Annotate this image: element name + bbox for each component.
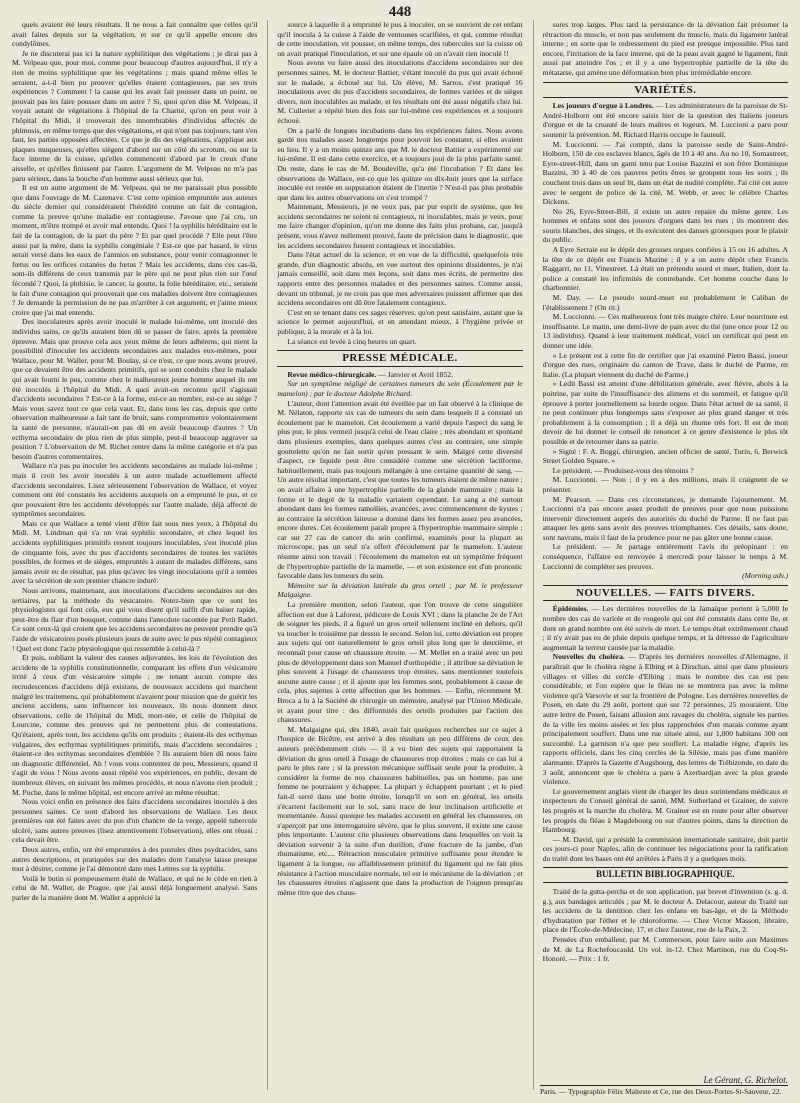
revue-date: — Janvier et Avril 1852. [378, 369, 453, 379]
nouvelles-text: — D'après les dernières nouvelles d'Allemagne, il paraîtrait que le choléra règne à Elbing et à Dirschan, ainsi que dans plusieurs villages et villes du cercle d'Elbing ; mais le nombre des cas est peu considérable, et l'on espère que le fléau ne se montrera pas avec la même violence qu'à Varsovie et sur la frontière de Pologne. Les dernières nouvelles de Posen, en date du 29 août, portent que sur 72 personnes, 25 mouraient. Une autre lettre de Posen, faisant allusion aux ravages du choléra, signale les parties de la ville les moins aisées et les plus rapprochées d'un marais comme ayant principalement souffert. Dans une rue située ainsi, sur 1,000 habitans 300 ont succombé. La garnison n'a que peu souffert. La maladie règne, d'après les rapports officiels, dans les cinq cercles de la Silésie, mais pas d'une manière alarmante. D'après la Gazette d'Augsbourg, des lettres de Trébizonde, en date du 3 août, annoncent que le choléra a paru à Azerbardjan avec la plus grande violence. [542, 652, 788, 787]
column-1 [12, 20, 257, 1090]
column-2 [267, 20, 522, 1090]
section-divider [543, 97, 788, 98]
gerant-signature: Le Gérant, G. Richelot. [703, 1075, 788, 1085]
paragraph: Le président. — Produisez-vous des témoins ? [552, 465, 694, 475]
paragraph: Dans l'état actuel de la science, et en vue de la difficulté, quelquefois très grande, d'un diagnostic absolu, en vue surtout des opinions dissidentes, je n'ai jamais conseillé, soit dans mes leçons, soit dans mes écrits, de permettre des rapports entre des personnes malades et des personnes saines. Comme aussi, devant un tribunal, je ne crois pas que mes adversaires puissent affirmer que des accidens secondaires ont dû être fatalement contagieux. [277, 250, 523, 308]
paragraph: sures trop larges. Plus tard la persistance de la déviation fait présumer la rétraction du muscle, et non pas seulement du muscle, mais du ligament latéral interne ; en sorte que le redressement du pied est presque impossible. Plus tard encore, l'irritation de la face interne, qui de la peau avait gagné le ligament, finit aussi par atteindre l'os ; et il y a une hypertrophie partielle de la tête du métatarse, qui amène une déformation bien plus irrémédiable encore. [542, 20, 788, 77]
paragraph: Le président. — Je partage entièrement l'avis du préopinant : en conséquence, l'affaire est renvoyée à mercredi pour laisser le temps à M. Luccionni de compléter ses preuves. [542, 542, 788, 571]
page-number: 448 [388, 4, 412, 20]
paragraph: « Le présent est à cette fin de certifier que j'ai examiné Pietro Bassi, joueur d'orgue des rues, originaire du canton de Trave, dans le duché de Parme, en Italie. (La plupart viennent du duché de Parme.) [542, 350, 788, 379]
nouvelles-subhead: Nouvelles du choléra. [552, 652, 625, 662]
paragraph: M. Luccionni. — J'ai compté, dans la paroisse seule de Saint-André-Holborn, 150 de ces esclaves blancs, âgés de 10 à 40 ans. Au no 10, Somastreet, Eyre-street-Hill, dans un garni tenu par Louise Bazzini et son frère Dominique Bazzini, 30 à 40 de ces pauvres petits êtres se groupent tous les soirs ; ils couchent trois dans un seul lit, dans un état de nudité complète. J'ai cité cet autre avec le sergent de police de la cité, M. Webb, et avec le célèbre Charles Dickens. [542, 139, 788, 207]
paragraph: Nous arrivons, maintenant, aux inoculations d'accidens secondaires sur des tertiaires, par la méthode du vésicatoire. Notez-bien que ce sont les physiologistes qui font cela, eux qui vous disent qu'il suffit d'un baiser rapide, peut-être du flair d'un bouquet, comme dans l'anecdote racontée par Petit Radel. Ce sont ceux-là qui croient que les accidens secondaires ne peuvent prendre qu'à l'aide de vésicatoires posés plusieurs jours de suite avec le pus répété contagieux ! Quel est donc l'acte physiologique qui ressemble à celui-là ? [12, 586, 258, 653]
paragraph: Des inoculateurs après avoir inoculé le malade lui-même, ont inoculé des individus sains, ce qu'ils auraient bien dû se passer de faire, après la première épreuve. Mais que prouve cela aux yeux même de leurs adhérens, qui nient la possibilité d'inoculer les accidents secondaires aux malades eux-mêmes, pour Wallace, pour M. Waller, pour M. Boulay, si ce n'est, ce que nous avons prouvé, que ce devaient être des accidents primitifs, qui se sont conduits chez le malade qui avait fourni le pus, comme chez le malheureux jeune homme auquel ils ont été inoculés à l'hôpital du Midi. A quoi avait-on reconnu qu'il s'agissait d'accidents secondaires ? Est-ce à la forme, est-ce au nombre, est-ce au siège ? Mais vous savez tout ce que cela vaut. Et, dans tous les cas, depuis que cette observation malheureuse a fait tant de bruit, sans compromettre volontairement la santé de personne, n'aurait-on pas dû en avoir beaucoup d'autres ? Un ecthyma secondaire de plus rien de plus simple, peut-il beaucoup aggraver sa position ? L'observation de M. Richet rentre dans la même catégorie et n'a pas besoin d'autres commentaires. [12, 317, 258, 461]
section-divider [543, 600, 788, 601]
article-title: Sur un symptôme négligé de certaines tumeurs du sein (Écoulement par le mamelon) ; par le docteur Adolphe Richard. [277, 379, 523, 398]
section-divider [543, 585, 788, 586]
paragraph [543, 101, 788, 139]
nouvelles-text: — Les dernières nouvelles de la Jamaïque portent à 5,000 le nombre des cas de variole et de rougeole qui ont été constatés dans cette île, et dont un grand nombre ont été suivis de mort. Le temps était extrêmement chaud ; il n'y avait pas eu de pluie depuis quelque temps, et la détresse de l'agriculture augmentait la terreur causée par la maladie. [542, 604, 788, 652]
paragraph: No 26, Eyre-Street-Bill, il existe un autre repaire du même genre. Les hommes et enfans sont des joueurs d'orgues dans les rues ; ils montrent des souris blanches, des singes, et ils exécutent des danses grotesques pour le plaisir du public. [542, 206, 788, 245]
section-divider [277, 350, 522, 351]
biblio-item: Traité de la gutta-percha et de son application, par brevet d'invention (s. g. d. g.), aux bandages articulés ; par M. le docteur A. Delacour, auteur du Traité sur les accidens de la dentition chez les enfans en bas-âge, et de la Méthode d'hydratation par l'éther et le chloroforme. — Chez Victor Masson, libraire, place de l'École-de-Médecine, 17, et chez l'auteur, rue de la Paix, 2. [542, 887, 788, 935]
paragraph: M. Pearson. — Dans ces circonstances, je demande l'ajournement. M. Luccionni n'a pas encore assez produit de preuves pour que nous puissions intervenir directement auprès des autorités du duché de Parme. Il ne faut pas attaquer les gens sans avoir des preuves triomphantes. Ces détails, sans doute, sont navrans, mais il faut de la prudence pour ne pas gâter une bonne cause. [542, 494, 788, 542]
paragraph: Nous voici enfin en présence des faits d'accidens secondaires inoculés à des personnes saines. Ce sont d'abord les observations de Wallace. Les deux premières ont été faites avec du pus d'un chancre de la verge, appelé tubercule ulcéré, sans autres preuves (lisez attentivement l'observation), elles ont réussi : cela devait être. [12, 797, 258, 845]
paragraph: A Eyre Serraie est le dépôt des grosses orgues confiées à 15 ou 16 adultes. A la tête de ce dépôt est Francis Mazine ; il y a un autre dépôt chez Francis Raggarri, no 11, Vinestreet. Là était un prétendu sourd et muet, Italien, dont la police a constaté les infirmités de contrebande. Cet homme couche dans le charbonnier. [542, 245, 788, 293]
paragraph: Et puis, oubliant la valeur des causes adjuvantes, les lois de l'évolution des accidens de la syphilis constitutionnelle, comparant les effets d'un vésicatoire irrité à ceux d'un vésicatoire simple ; ne tenant aucun compte des recrudescences d'accidens déjà existans, de nouveaux accidens qui marchent malgré les traitemens, qui probablement n'avaient pour mission que de guérir les anciens accidens, sans influencer les nouveaux, ils nous donnent deux observations, celle de l'hôpital du Midi, mort-née, et celle de l'hôpital de Lourcine, comme des preuves qui ne permettent plus de contestations. Qu'étaient, après tout, les accidens qu'ils ont produits ; étaient-ils des ecthymas vulgaires, des ecthymas syphilitiques primitifs, mais d'accidens secondaires ; étaient-ce des ecthymas secondaires d'emblée ? Ils auraient bien dû nous faire un diagnostic différentiel. Ah ! vous vous contentez de peu, Messieurs, quand il s'agit de vous ! Nous avons aussi répété vos expériences, en public, devant de nombreux élèves, en suivant les mêmes procédés, et nous n'avons rien produit ; M. Puche, dans le même hôpital, est encore arrivé au même résultat. [12, 653, 258, 797]
paragraph: Je ne discuterai pas ici la nature syphilitique des végétations ; je dirai pas à M. Velpeau que, pour moi, comme pour beaucoup d'autres aujourd'hui, il n'y a rien de moins syphilitique que les végétations ; mais quand même elles le seraient, a-t-il bien pu prouver qu'elles étaient contagieuses, par ses trois expériences ? Comment ! la cause qui les avait fait pousser dans un point, ne pouvait pas les faire pousser dans un autre ? Si, quoi qu'en dise M. Velpeau, il voyait autant de végétations à l'hôpital de la Charité, qu'on en peut voir à l'hôpital du Midi, il trouverait des innombrables d'individus affectés de phimosis, en même temps que des végétations, et qui n'ont pas toujours, tant s'en faut, les parties opposées affectées. Ce que je dis des végétations, s'applique aux plaques muqueuses, qu'elles siègent d'abord sur un côté du scrotum, ou sur la face interne de la cuisse, qu'elles commencent d'abord par le creux d'une aisselle, et qu'elles finissent par l'autre. L'argument de M. Velpeau ne m'a pas paru sérieux, dans la bouche d'un homme aussi sérieux que lui. [12, 48, 258, 183]
varietes-heading: VARIÉTÉS. [634, 83, 697, 96]
paragraph: — M. David, qui a présidé la commission internationale sanitaire, doit partir ces jours-ci pour Naples, afin de continuer les négociations pour la ratification du traité dont les bases ont été arrêtées à Paris il y a quelques mois. [542, 834, 788, 863]
paragraph: Le gouvernement anglais vient de charger les deux surintendans médicaux et inspecteurs du Conseil général de santé, MM. Sutherland et Grainer, de suivre les progrès et la marche du choléra. M. Grainer est en route pour aller observer les progrès du fléau à Magdebourg ou sur d'autres points, dans la direction de Hambourg. [542, 786, 788, 835]
column-3 [533, 20, 788, 1090]
paragraph [543, 604, 788, 652]
paragraph: » Ledit Bassi est atteint d'une débilitation générale, avec fièvre, abcès à la poitrine, par suite de l'insuffisance des alimens et du sommeil, et fatigue qu'il éprouve à porter journellement sa lourde orgue. Dans l'état actuel de sa santé, il ne peut continuer plus longtemps sans s'exposer au plus grand danger et très probablement à la consomption ; il a déjà un rhume très fort. Il est de mon devoir de lui donner le conseil de renoncer à ce genre d'existence le plus tôt possible et de retourner dans sa patrie. [542, 379, 788, 446]
paragraph: quels avaient été leurs résultats. Il ne nous a fait connaître que celles qu'il avait faites depuis sur la végétation, et sur ce qu'il appelle encore des condylômes. [12, 20, 258, 49]
printer-line: Paris. — Typographie Félix Malteste et Ce, rue des Deux-Portes-St-Sauveur, 22. [540, 1085, 788, 1097]
paragraph: Mais ce que Wallace a tenté vient d'être fait sous mes yeux, à l'hôpital du Midi. M. Lindman qui s'a un vrai syphilis secondaire, et chez lequel les accidents syphilitiques primitifs restent toujours inoculables, s'est inoculé plus de cinquante fois, avec du pus d'accidents secondaires de toutes les variétés possibles, de formes et de sièges, empruntés à autant de malades différens, sans jamais avoir eu de résultat, pas plus qu'avec les vingt inoculations qu'il a tentées avec la sécrétion de son premier chancre induré. [12, 518, 258, 586]
paragraph: L'auteur, dont l'attention avait été éveillée par un fait observé à la clinique de M. Nélaton, rapporte six cas de tumeurs du sein dans lesquels il a constaté un écoulement par le mamelon. Cet écoulement a varié depuis l'aspect du sang le plus pur, le plus vermeil jusqu'à celui de l'eau claire ; très abondant et spontané dans plusieurs exemples, dans quelques autres c'est au contraire, une simple gouttelette qu'on ne fait sortir qu'en pressant le sein. Malgré cette diversité d'aspect, ce liquide peut être considéré comme une sécrétion lactiforme, habituellement, mais pas toujours mélangée à une certaine quantité de sang. — Un autre résultat important, c'est que toutes les tumeurs étaient de même nature ; on avait affaire à une hypertrophie partielle de la glande mammaire ; mais la forme et le degré de la maladie variaient cependant. Le sang a été surtout abondant dans les formes ramollies, avancées, avec commencement de kystes ; au contraire la sécrétion laiteuse a dominé dans les formes assez peu avancées, encore dures. Cet écoulement paraît propre à l'hypertrophie mammaire simple ; car sur 27 cas de cancer du sein confirmé, examinés pour la plupart au microscope, pas un seul n'a offert d'écoulement par le mamelon. L'auteur résume ainsi son travail : l'écoulement du mamelon est un symptôme fréquent de l'hypertrophie partielle de la mamelle, — et son existence est d'un pronostic favorable dans les tumeurs du sein. [277, 398, 523, 581]
paragraph: source à laquelle il a emprunté le pus à inoculer, on se souvient de cet enfant qu'il inocula à la cuisse à l'aide de ventouses scarifiées, et qui, comme résultat de cette inoculation, vit pousser, en même temps, des tubercules sur la cuisse où on avait pratiqué l'inoculation, et sur une épaule où on n'avait rien inoculé !! [277, 20, 523, 58]
section-divider [277, 366, 522, 367]
paragraph: Wallace n'a pas pu inoculer les accidents secondaires au malade lui-même ; mais il croit les avoir inoculés à un autre malade actuellement affecté d'accidents secondaires. Lisez sérieusement l'observation de Wallace, et voyez comment ont été constatés les accidents auxquels on a emprunté le pus, et ce que pouvaient être les accidents développés sur l'autre malade, déjà affecté de symptômes secondaires. [12, 461, 258, 519]
paragraph: » Signé : F. A. Boggi, chirurgien, ancien officier de santé, Turin, 6, Berwick Street Golden Square. » [542, 446, 788, 466]
paragraph: M. Malgaigne qui, dès 1840, avait fait quelques recherches sur ce sujet à l'hospice de Bicêtre, est arrivé à des résultats un peu différens de ceux des auteurs précédemment cités — il a vu bien des sujets qui rapportaient la déviation du gros orteil à l'usage de chaussures trop étroites ; mais ce cas lui a paru le plus rare ; si la pression mécanique suffisait seule pour la produire, à considérer la forme de nos chaussures habituelles, pas un homme, pas une femme ne pourraient y échapper. La plupart y échappent pourtant ; et le pied fait-il serré dans une botte étroite, lorsqu'il en sort en général, les orteils s'écartent facilement sur le sol, sans trace de leur inclinaison artificielle et momentanée. Aussi quoique les malades accusent en général les chaussures, on s'aperçoit par une interrogatoire sévère, que le plus souvent, il existe une cause plus importante. L'auteur cite plusieurs observations dans lesquelles on voit la déviation survenir à la suite d'un durillon, d'une fracture de la jambe, d'un rhumatisme, etc.... Rétraction musculaire primitive suffisante pour étendre le ligament à la longue, ou affaiblissement primitif du ligament qui ne fait plus résistance à l'action musculaire normale, tel est le mécanisme de la déviation ; et les chaussures étroites n'agissent que dans la production de l'oignon presqu'au même titre que des chaus- [277, 724, 523, 897]
biblio-heading: BULLETIN BIBLIOGRAPHIQUE. [543, 867, 788, 883]
paragraph: Deux autres, enfin, ont été empruntées à des pustules dites psydracides, sans autres descriptions, et pratiquées sur des malades dont l'analyse laisse presque tout à désirer, comme je l'ai démontré dans mes Lettres sur la syphilis. [12, 845, 258, 874]
paragraph: Maintenant, Messieurs, je ne veux pas, par pur esprit de système, que les accidens secondaires ne soient ni contagieux, ni inoculables, mais je veux, pour me faire changer d'opinion, qu'on me donne des faits plus probans, car, jusqu'à présent, vous n'avez nullement prouvé, faute de précision dans le diagnostic, que les accidens secondaires fussent contagieux et inoculables. [277, 202, 523, 250]
paragraph: La séance est levée à cinq heures un quart. [287, 336, 417, 346]
presse-medicale-heading: PRESSE MÉDICALE. [342, 352, 458, 365]
footer [540, 1075, 788, 1097]
nouvelles-heading: NOUVELLES. — FAITS DIVERS. [575, 586, 755, 599]
paragraph [543, 652, 788, 786]
varietes-text: — Les administrateurs de la paroisse de St-André-Holborn ont été encore saisis hier de la question des Italiens joueurs d'orgue et de la cruauté de leurs maîtres et logeurs. M. Luccioni a paru pour soutenir la prévention. M. Richard Harris occupe le fauteuil. [542, 101, 788, 139]
varietes-subhead: Les joueurs d'orgue à Londres. [552, 101, 654, 111]
biblio-item: Pensées d'un emballeur, par M. Commerson, pour faire suite aux Maximes de M. de La Rochefoucauld. Un vol. in-12. Chez Martinon, rue du Coq-St-Honoré. — Prix : 1 fr. [542, 935, 788, 964]
source-attribution: (Morning adv.) [742, 571, 788, 581]
columns [12, 20, 788, 1090]
paragraph: M. Luccionni. — Ces malheureux font très maigre chère. Leur nourriture est insuffisante. Le matin, une demi-livre de pain avec du thé (une once pour 12 ou 13 individus). Quand à leur traitement médical, voici un certificat qui peut en donner une idée. [542, 312, 788, 350]
paragraph: M. Day. — Le pseudo sourd-muet est probablement le Caliban de l'établissement ? (On rit.) [542, 293, 788, 312]
paragraph: C'est en se tenant dans ces sages réserves, qu'on peut satisfaire, autant que la science le permet aujourd'hui, et en attendant mieux, à l'hygiène privée et publique, à la morale et à la loi. [277, 307, 523, 336]
paragraph: Voilà le butin si pompeusement étalé de Wallace, et qui ne le cède en rien à celui de M. Waller, de Prague, que j'ai aussi déjà longuement analysé. Sans parler de la manière dont M. Waller a apprécié la [12, 873, 258, 903]
revue-line [277, 370, 522, 380]
paragraph: La première mention, selon l'auteur, que l'on trouve de cette singulière affection est due à Laforest, pédicure de Louis XVI ; dans la planche 2e de l'Art de soigner les pieds, il a figuré un gros orteil tellement incliné en dehors, qu'il va toucher le troisième par dessus le second. Selon lui, cette déviation est propre aux sujets qui ont naturellement le gros orteil plus long que le deuxième, et reconnaît pour cause un chaussure étroite. — M. Mellet en a traité avec un peu plus de développement dans son Manuel d'orthopédie ; il attribue sa déviation le plus souvent à l'usage de chaussures trop étroites, sans mentionner toutefois aucune autre cause ; et il ajoute que les femmes sont, probablement à cause de cela, plus sujettes à cette affection que les hommes. — Enfin, récemment M. Broca a lu à la Société de chirurgie un mémoire, analysé par l'Union Médicale, et ayant pour titre : des difformités des orteils produites par l'action des chaussures. [277, 600, 523, 725]
paragraph: On a parlé de longues incubations dans les expériences faites. Nous avons gardé nos malades assez longtemps pour pouvoir les constater, si elles avaient eu lieu. Il y a un moins quinze ans que M. le docteur Battier a expérimenté sur lui-même. Il est dans cette exercice, et a toujours joui de la plus parfaite santé. Du reste, dans le cas de M. Boudeville, qu'a été l'incubation ? Et dans les observations de Wallace, est-ce que les quinze ou dix-huit jours que la surface inoculée est restée en suppuration étaient de l'inertie ? N'est-il pas plus probable que dans les autres observations on s'est trompé ? [277, 125, 523, 202]
section-divider [543, 82, 788, 83]
paragraph: Il est un autre argument de M. Velpeau, qui ne me paraissait plus possible que dans l'ouvrage de M. Cazenave. C'est cette opinion empruntée aux auteurs du siècle dernier qui considéraient l'hérédité comme un fait de contagion, comme la preuve qu'une maladie est contagieuse. J'avoue que j'ai cru, un moment, m'être trompé et avoir mal entendu. Quoi ! la syphilis héréditaire est le fait de la contagion, de la part du père ? Et par quel procédé ? Elle peut l'être aussi par la mère, dans la syphilis congéniale ? Est-ce que par hasard, le virus serait versé dans les eaux de l'amnios en substance, pour venir contagionner le fœtus ou les orifices cutanées du fœtus ? Mais les accidents, dans ces cas-là, sont-ils différens de ceux transmis par le père qui ne peut plus rien sur l'œuf fécondé ? Quoi, la phthisie, le cancer, la goutte, la folie héréditaire, etc., seraient le fait d'une contagion qui prouverait que ces maladies doivent être contagieuses ? Je demande la permission de ne pas m'arrêter à cet argument, et j'aime mieux croire que j'ai mal entendu. [12, 183, 258, 317]
article-title: Mémoire sur la déviation latérale du gros orteil ; par M. le professeur Malgaigne. [277, 580, 523, 600]
paragraph: Nous avons vu faire aussi des inoculations d'accidens secondaires sur des personnes saines. M. le docteur Battier, s'étant inoculé du pus qui avait échoué sur le malade, a échoué sur lui. Un élève, M. Sarros, s'est pratiqué 16 inoculations avec du pus d'accidens secondaires, de formes variées et de sièges divers, non inoculables au malade, et les résultats ont été aussi négatifs chez lui. M. Cullerier a répété bien des fois sur lui-même ces expériences et a toujours échoué. [277, 58, 523, 125]
nouvelles-subhead: Épidémies. [552, 604, 589, 614]
paragraph: M. Luccionni. — Non ; il y en a des millions, mais il craignent de se présenter. [542, 475, 788, 494]
revue-title: Revue médico-chirurgicale. [287, 369, 377, 379]
